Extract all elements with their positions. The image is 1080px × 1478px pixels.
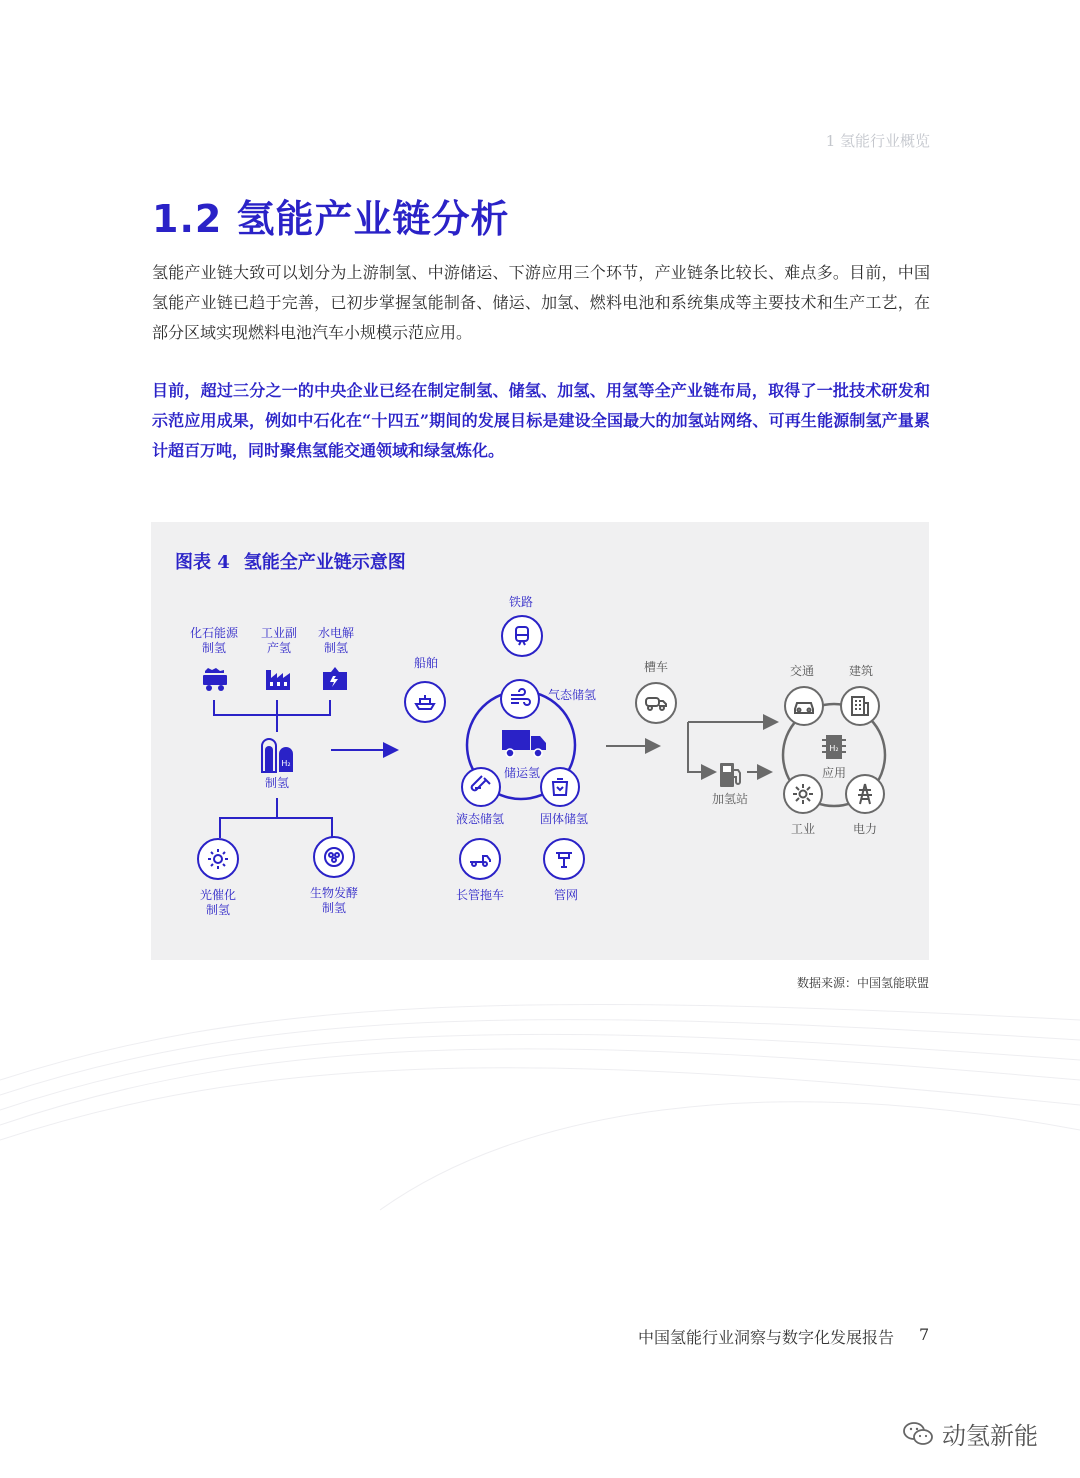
label-electrolysis: 水电解 制氢: [317, 626, 355, 655]
power-tower-icon: [853, 782, 877, 806]
biofermentation-node: [313, 836, 355, 878]
factory-icon: [264, 664, 292, 692]
label-ship: 船舶: [413, 656, 439, 670]
fuel-pump-icon: [717, 760, 745, 790]
solid-storage-node: [540, 767, 580, 807]
figure-title-text: 氢能全产业链示意图: [243, 552, 406, 573]
label-tube-trailer: 长管拖车: [455, 888, 505, 902]
liquid-storage-node: [461, 767, 501, 807]
tanker-truck-icon: [644, 691, 668, 715]
watermark: [902, 1416, 1038, 1451]
watermark-text: 动氢新能: [942, 1422, 1038, 1450]
label-application: 应用: [821, 766, 847, 780]
label-transport: 交通: [789, 664, 815, 678]
industry-node: [783, 774, 823, 814]
figure-number: 图表 4: [175, 552, 230, 573]
background-swoosh: [0, 960, 1080, 1220]
label-refueling-station: 加氢站: [711, 792, 749, 806]
microbe-icon: [322, 845, 346, 869]
label-rail: 铁路: [508, 595, 534, 609]
fuel-cell-chip-icon: [821, 732, 847, 762]
building-node: [840, 686, 880, 726]
transport-node: [784, 686, 824, 726]
label-gas-storage: 气态储氢: [547, 688, 597, 702]
tube-trailer-node: [459, 838, 501, 880]
coal-cart-icon: [201, 667, 229, 693]
label-fossil: 化石能源 制氢: [189, 626, 239, 655]
hydrogen-chain-figure: [151, 522, 929, 960]
label-biofermentation: 生物发酵 制氢: [309, 886, 359, 915]
label-tanker: 槽车: [643, 660, 669, 674]
truck-icon: [501, 728, 547, 758]
building-icon: [848, 694, 872, 718]
figure-source: 数据来源：中国氢能联盟: [796, 976, 929, 990]
label-solid-storage: 固体储氢: [539, 812, 589, 826]
gear-icon: [791, 782, 815, 806]
label-power: 电力: [852, 822, 878, 836]
label-storage-transport: 储运氢: [503, 766, 541, 780]
label-photocatalytic: 光催化 制氢: [199, 888, 237, 917]
label-pipeline: 管网: [553, 888, 579, 902]
photocatalytic-node: [197, 838, 239, 880]
hydrogen-tank-icon: [259, 730, 295, 774]
ship-icon: [413, 690, 437, 714]
tanker-node: [635, 682, 677, 724]
container-icon: [548, 775, 572, 799]
label-production: 制氢: [264, 776, 290, 790]
running-head: 1 氢能行业概览: [825, 132, 930, 150]
gas-storage-node: [500, 679, 540, 719]
label-industry: 工业: [790, 822, 816, 836]
pipeline-node: [543, 838, 585, 880]
electrolysis-plant-icon: [321, 664, 349, 692]
ship-node: [404, 681, 446, 723]
test-tube-icon: [469, 775, 493, 799]
wind-icon: [508, 687, 532, 711]
pipe-icon: [552, 847, 576, 871]
label-liquid-storage: 液态储氢: [455, 812, 505, 826]
footer-report-title: 中国氢能行业洞察与数字化发展报告: [637, 1328, 894, 1347]
wechat-icon: [902, 1420, 934, 1448]
trailer-truck-icon: [468, 847, 492, 871]
label-byproduct: 工业副 产氢: [260, 626, 298, 655]
power-node: [845, 774, 885, 814]
body-paragraph-2-highlight: 目前，超过三分之一的中央企业已经在制定制氢、储氢、加氢、用氢等全产业链布局，取得了一批技术研发和示范应用成果，例如中石化在“十四五”期间的发展目标是建设全国最大的加氢站网络、可再生能源制氢产量累计超百万吨，同时聚焦氢能交通领域和绿氢炼化。: [152, 381, 930, 460]
page-number: 7: [919, 1325, 930, 1344]
rail-node: [501, 615, 543, 657]
sun-icon: [206, 847, 230, 871]
body-paragraph-1: 氢能产业链大致可以划分为上游制氢、中游储运、下游应用三个环节，产业链条比较长、难点多。目前，中国氢能产业链已趋于完善，已初步掌握氢能制备、储运、加氢、燃料电池和系统集成等主要技术和生产工艺，在部分区域实现燃料电池汽车小规模示范应用。: [152, 263, 930, 342]
car-icon: [792, 694, 816, 718]
svg-text:H₂: H₂: [281, 759, 291, 768]
train-icon: [510, 624, 534, 648]
section-title: 1.2 氢能产业链分析: [152, 197, 510, 241]
label-building: 建筑: [848, 664, 874, 678]
svg-text:H₂: H₂: [829, 744, 839, 753]
